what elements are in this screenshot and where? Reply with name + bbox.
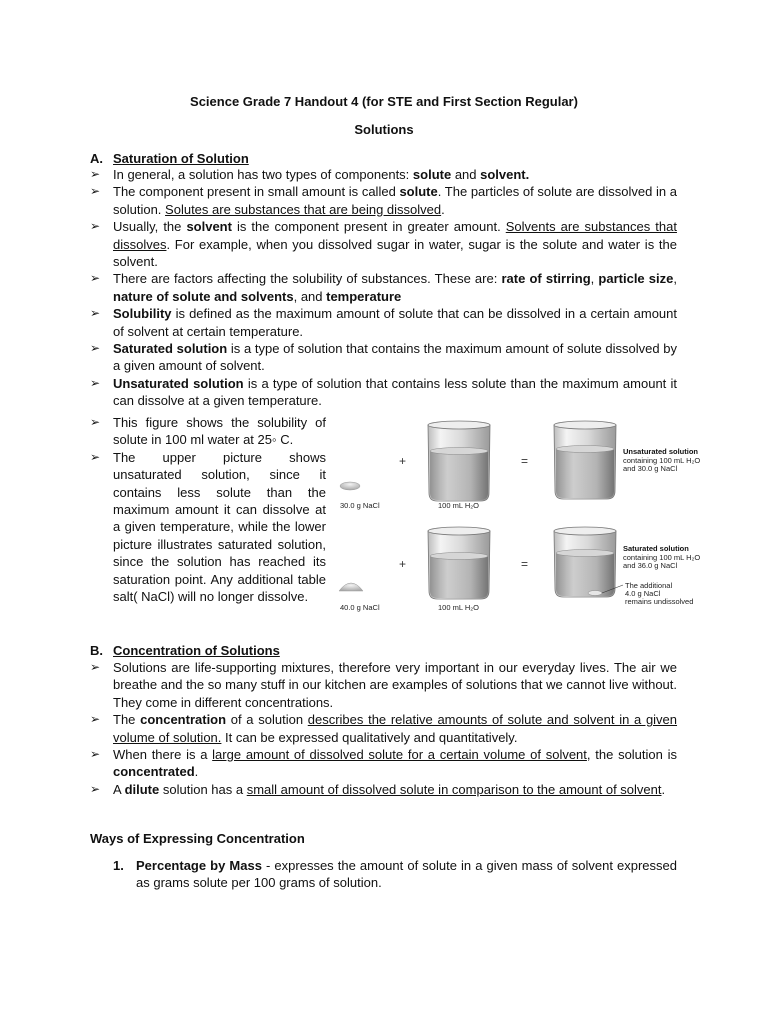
bold-text: solvent.	[480, 167, 530, 182]
equals-sign: =	[521, 454, 529, 468]
text: In general, a solution has two types of components:	[113, 167, 413, 182]
list-item	[90, 270, 677, 305]
bold-text: dilute	[124, 781, 160, 797]
text: The upper picture shows unsaturated solution, since it contains less solute than the maximum amount it can dissolve at a given temperature, while the lower picture illustrates saturated solution, since the solution has reached its saturation point. Any additional table salt( NaCl) will no longer dissolve.	[113, 449, 326, 605]
undissolved-note-1: The additional	[625, 581, 673, 590]
text: This figure shows the solubility of solute in 100 ml water at 25◦ C.	[113, 415, 326, 448]
arrow-bullet-icon: ➢	[90, 306, 101, 321]
section-b-number: B.	[90, 643, 103, 658]
unsaturated-line-1: containing 100 mL H₂O	[623, 456, 701, 465]
bold-text: Unsaturated solution	[113, 375, 244, 391]
underlined-text: Solvents are substances that dissolves	[113, 219, 677, 252]
water-label-bottom: 100 mL H₂O	[438, 603, 479, 612]
undissolved-note-3: remains undissolved	[625, 597, 694, 606]
arrow-bullet-icon: ➢	[90, 712, 101, 727]
text: is a type of solution that contains less solute than the maximum amount it can dissolve at a given temperature.	[113, 375, 677, 409]
arrow-bullet-icon: ➢	[90, 747, 101, 762]
beaker-water-top	[428, 421, 490, 501]
bold-text: Solubility	[113, 306, 172, 322]
bold-text: solute	[412, 167, 452, 182]
list-item	[90, 781, 677, 798]
section-a-bullets	[90, 166, 677, 410]
saturated-line-2: and 36.0 g NaCl	[623, 561, 678, 570]
section-a-figure-bullets	[90, 414, 326, 605]
beaker-unsaturated	[554, 421, 616, 499]
bold-text: Percentage by Mass	[136, 858, 262, 873]
list-item	[90, 166, 677, 183]
arrow-bullet-icon: ➢	[90, 449, 101, 464]
text: ,	[673, 271, 677, 287]
saturated-line-1: containing 100 mL H₂O	[623, 553, 701, 562]
text: A	[113, 781, 125, 797]
arrow-bullet-icon: ➢	[90, 660, 101, 674]
text: is the component present in greater amount.	[231, 219, 506, 235]
text: Usually, the	[113, 219, 187, 235]
salt-pile-bottom	[339, 583, 363, 591]
water-label-top: 100 mL H₂O	[438, 501, 479, 510]
text: , the solution is	[586, 747, 677, 763]
list-item	[90, 305, 677, 340]
bold-text: Saturated solution	[113, 341, 228, 357]
text: . The particles of solute are dissolved in a solution.	[113, 184, 677, 217]
ways-item-number: 1.	[113, 858, 124, 873]
section-b-bullets	[90, 659, 677, 798]
arrow-bullet-icon: ➢	[90, 375, 101, 390]
underlined-text: describes the relative amounts of solute and solvent in a given volume of solution.	[113, 712, 678, 745]
section-b-title: Concentration of Solutions	[113, 643, 280, 658]
ways-heading: Ways of Expressing Concentration	[90, 831, 305, 846]
bold-text: solute	[399, 184, 438, 200]
text: ,	[590, 271, 599, 287]
beaker-water-bottom	[428, 527, 490, 599]
bold-text: temperature	[326, 288, 402, 304]
bold-text: solvent	[186, 219, 232, 235]
list-item	[113, 857, 677, 892]
underlined-text: Solutes are substances that are being dissolved	[165, 201, 442, 217]
unsaturated-title: Unsaturated solution	[623, 447, 699, 456]
text: Solutions are life-supporting mixtures, therefore very important in our everyday lives. The air we breathe and the so many stuff in our kitchen are examples of solutions that we cannot live without. They come in different concentrations.	[113, 660, 677, 710]
text: of a solution	[226, 712, 308, 728]
section-a-number: A.	[90, 151, 103, 166]
list-item	[90, 218, 677, 270]
list-item	[90, 659, 677, 711]
text: solution has a	[159, 781, 247, 797]
bold-text: concentrated	[113, 764, 195, 780]
text: .	[661, 781, 666, 797]
text: There are factors affecting the solubility of substances. These are:	[113, 271, 502, 287]
text: . For example, when you dissolved sugar in water, sugar is the solute and water is the solvent.	[113, 236, 677, 270]
list-item	[90, 183, 677, 218]
saturated-title: Saturated solution	[623, 544, 689, 553]
solubility-diagram	[333, 413, 713, 618]
bold-text: particle size	[598, 271, 674, 287]
text: It can be expressed qualitatively and quantitatively.	[221, 729, 518, 745]
solubility-figure	[333, 413, 713, 618]
arrow-bullet-icon: ➢	[90, 184, 101, 199]
list-item	[90, 449, 326, 606]
plus-sign: +	[399, 557, 407, 571]
arrow-bullet-icon: ➢	[90, 167, 101, 181]
page-title: Science Grade 7 Handout 4 (for STE and First Section Regular)	[190, 94, 578, 109]
unsaturated-line-2: and 30.0 g NaCl	[623, 464, 678, 473]
text: is defined as the maximum amount of solute that can be dissolved in a certain amount of solvent at certain temperature.	[113, 306, 677, 339]
list-item	[90, 414, 326, 449]
list-item	[90, 711, 677, 746]
text: and	[451, 167, 481, 182]
text: .	[441, 201, 445, 217]
underlined-text: large amount of dissolved solute for a certain volume of solvent	[212, 747, 587, 763]
underlined-text: small amount of dissolved solute in comparison to the amount of solvent	[246, 781, 662, 797]
list-item	[90, 375, 677, 410]
section-b-heading	[90, 643, 280, 658]
text: The component present in small amount is called	[113, 184, 400, 200]
equals-sign: =	[521, 557, 529, 571]
text: - expresses the amount of solute in a given mass of solvent expressed as grams solute per 100 grams of solution.	[136, 858, 677, 891]
section-a-heading	[90, 151, 249, 166]
arrow-bullet-icon: ➢	[90, 415, 101, 429]
text: The	[113, 712, 141, 728]
bold-text: nature of solute and solvents	[113, 288, 294, 304]
bold-text: concentration	[140, 712, 227, 728]
plus-sign: +	[399, 454, 407, 468]
section-a-title: Saturation of Solution	[113, 151, 249, 166]
salt-label-top: 30.0 g NaCl	[340, 501, 380, 510]
text: is a type of solution that contains the maximum amount of solute dissolved by a given amount of solvent.	[113, 341, 677, 374]
arrow-bullet-icon: ➢	[90, 219, 101, 234]
beaker-saturated	[554, 527, 616, 597]
salt-pile-top	[340, 482, 360, 490]
page-subtitle: Solutions	[354, 122, 414, 137]
ways-list	[113, 857, 677, 892]
arrow-bullet-icon: ➢	[90, 341, 101, 356]
list-item	[90, 340, 677, 375]
arrow-bullet-icon: ➢	[90, 781, 101, 796]
text: When there is a	[113, 747, 213, 763]
undissolved-note-2: 4.0 g NaCl	[625, 589, 661, 598]
text: .	[194, 764, 199, 780]
list-item	[90, 746, 677, 781]
salt-label-bottom: 40.0 g NaCl	[340, 603, 380, 612]
arrow-bullet-icon: ➢	[90, 271, 101, 286]
bold-text: rate of stirring	[501, 271, 591, 287]
text: , and	[293, 288, 327, 304]
